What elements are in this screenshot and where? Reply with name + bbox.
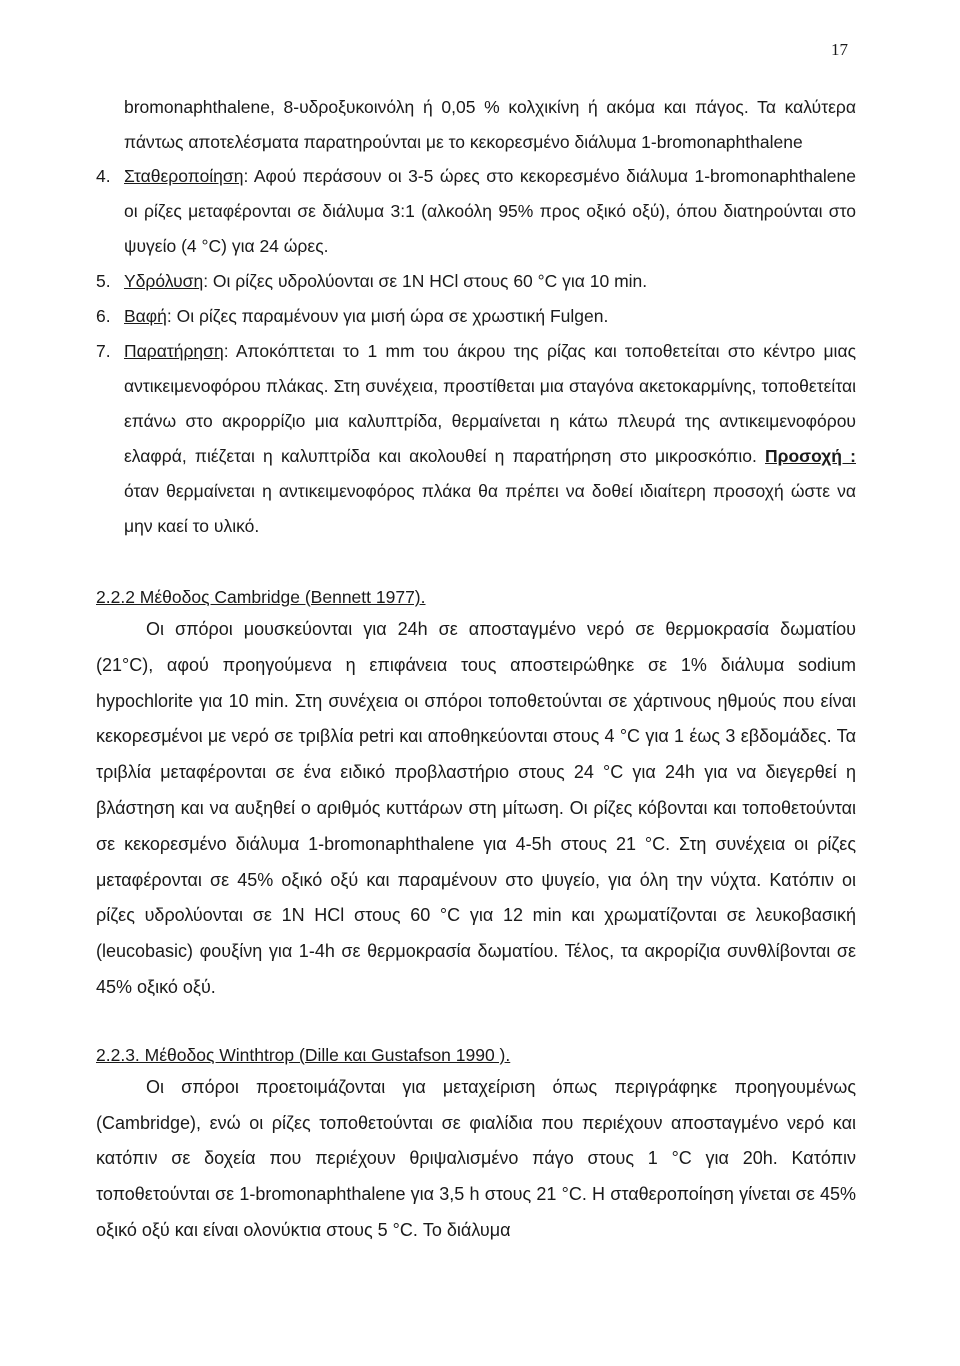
- step-5: [96, 264, 856, 299]
- step-6: [96, 299, 856, 334]
- procedure-list: [96, 90, 856, 544]
- step-text: : Οι ρίζες παραμένουν για μισή ώρα σε χρωστική Fulgen.: [166, 306, 609, 326]
- section-paragraph-cambridge: Οι σπόροι μουσκεύονται για 24h σε αποσταγμένο νερό σε θερμοκρασία δωματίου (21°C), αφού προηγούμενα η επιφάνεια τους αποστειρώθηκε σε 1% διάλυμα sodium hypochlorite για 10 min. Στη συνέχεια οι σπόροι τοποθετούνται σε χάρτινους ηθμούς που είναι κεκορεσμένοι με νερό σε τριβλία petri και αποθηκεύονται στους 4 °C για 1 έως 3 εβδομάδες. Τα τριβλία μεταφέρονται σε ένα ειδικό προβλαστήριο στους 24 °C για 24h για να διεγερθεί η βλάστηση και να αυξηθεί ο αριθμός κυττάρων στη μίτωση. Οι ρίζες κόβονται και τοποθετούνται σε κεκορεσμένο διάλυμα 1-bromonaphthalene για 4-5h στους 21 °C. Στη συνέχεια οι ρίζες μεταφέρονται σε 45% οξικό οξύ και παραμένουν στο ψυγείο, για όλη την νύχτα. Κατόπιν οι ρίζες υδρολύονται σε 1N HCl στους 60 °C για 12 min και χρωματίζονται σε λευκοβασική (leucobasic) φουξίνη για 1-4h σε θερμοκρασία δωματίου. Τέλος, τα ακρορίζια συνθλίβονται σε 45% οξικό οξύ.: [96, 619, 856, 997]
- step-4: [96, 159, 856, 264]
- step-number: 4.: [96, 166, 111, 186]
- step-title: Βαφή: [124, 306, 167, 326]
- document-body: [96, 90, 856, 1249]
- warning-label: Προσοχή :: [765, 446, 857, 466]
- step-title: Σταθεροποίηση: [124, 166, 244, 186]
- step-number: 6.: [96, 306, 111, 326]
- intro-paragraph: bromonaphthalene, 8-υδροξυκοινόλη ή 0,05 % κολχικίνη ή ακόμα και πάγος. Τα καλύτερα πάντως αποτελέσματα παρατηρούνται με το κεκορεσμένο διάλυμα 1-bromonaphthalene: [124, 97, 856, 152]
- step-text: : Αφού περάσουν οι 3-5 ώρες στο κεκορεσμένο διάλυμα 1-bromonaphthalene οι ρίζες μεταφέρονται σε διάλυμα 3:1 (αλκοόλη 95% προς οξικό οξύ), όπου διατηρούνται στο ψυγείο (4 °C) για 24 ώρες.: [124, 166, 856, 256]
- section-paragraph-winthtrop: Οι σπόροι προετοιμάζονται για μεταχείριση όπως περιγράφηκε προηγουμένως (Cambridge), ενώ οι ρίζες τοποθετούνται σε φιαλίδια που περιέχουν αποσταγμένο νερό και κατόπιν σε δοχεία που περιέχουν θριψαλισμένο πάγο στους 1 °C για 20h. Κατόπιν τοποθετούνται σε 1-bromonaphthalene για 3,5 h στους 21 °C. Η σταθεροποίηση γίνεται σε 45% οξικό οξύ και είναι ολονύκτια στους 5 °C. Το διάλυμα: [96, 1076, 856, 1240]
- page-number: 17: [831, 40, 848, 59]
- step-title: Παρατήρηση: [124, 341, 224, 361]
- step-text: : Αποκόπτεται το 1 mm του άκρου της ρίζας και τοποθετείται στο κέντρο μιας αντικειμενοφόρου πλάκας. Στη συνέχεια, προστίθεται μια σταγόνα ακετοκαρμίνης, τοποθετείται επάνω στο ακρορρίζιο μια καλυπτρίδα, θερμαίνεται η κάτω πλευρά της αντικειμενοφόρου ελαφρά, πιέζεται η καλυπτρίδα και ακολουθεί η παρατήρηση στο μικροσκόπιο.: [124, 341, 856, 466]
- step-title: Υδρόλυση: [124, 271, 204, 291]
- section-heading-winthtrop: 2.2.3. Μέθοδος Winthtrop (Dille και Gustafson 1990 ).: [96, 1044, 511, 1065]
- warning-text: όταν θερμαίνεται η αντικειμενοφόρος πλάκα θα πρέπει να δοθεί ιδιαίτερη προσοχή ώστε να μην καεί το υλικό.: [124, 481, 856, 536]
- step-number: 7.: [96, 341, 111, 361]
- step-7: [96, 334, 857, 544]
- step-text: : Οι ρίζες υδρολύονται σε 1N HCl στους 60 °C για 10 min.: [203, 271, 648, 291]
- section-heading-cambridge: 2.2.2 Μέθοδος Cambridge (Bennett 1977).: [96, 587, 426, 607]
- step-number: 5.: [96, 271, 111, 291]
